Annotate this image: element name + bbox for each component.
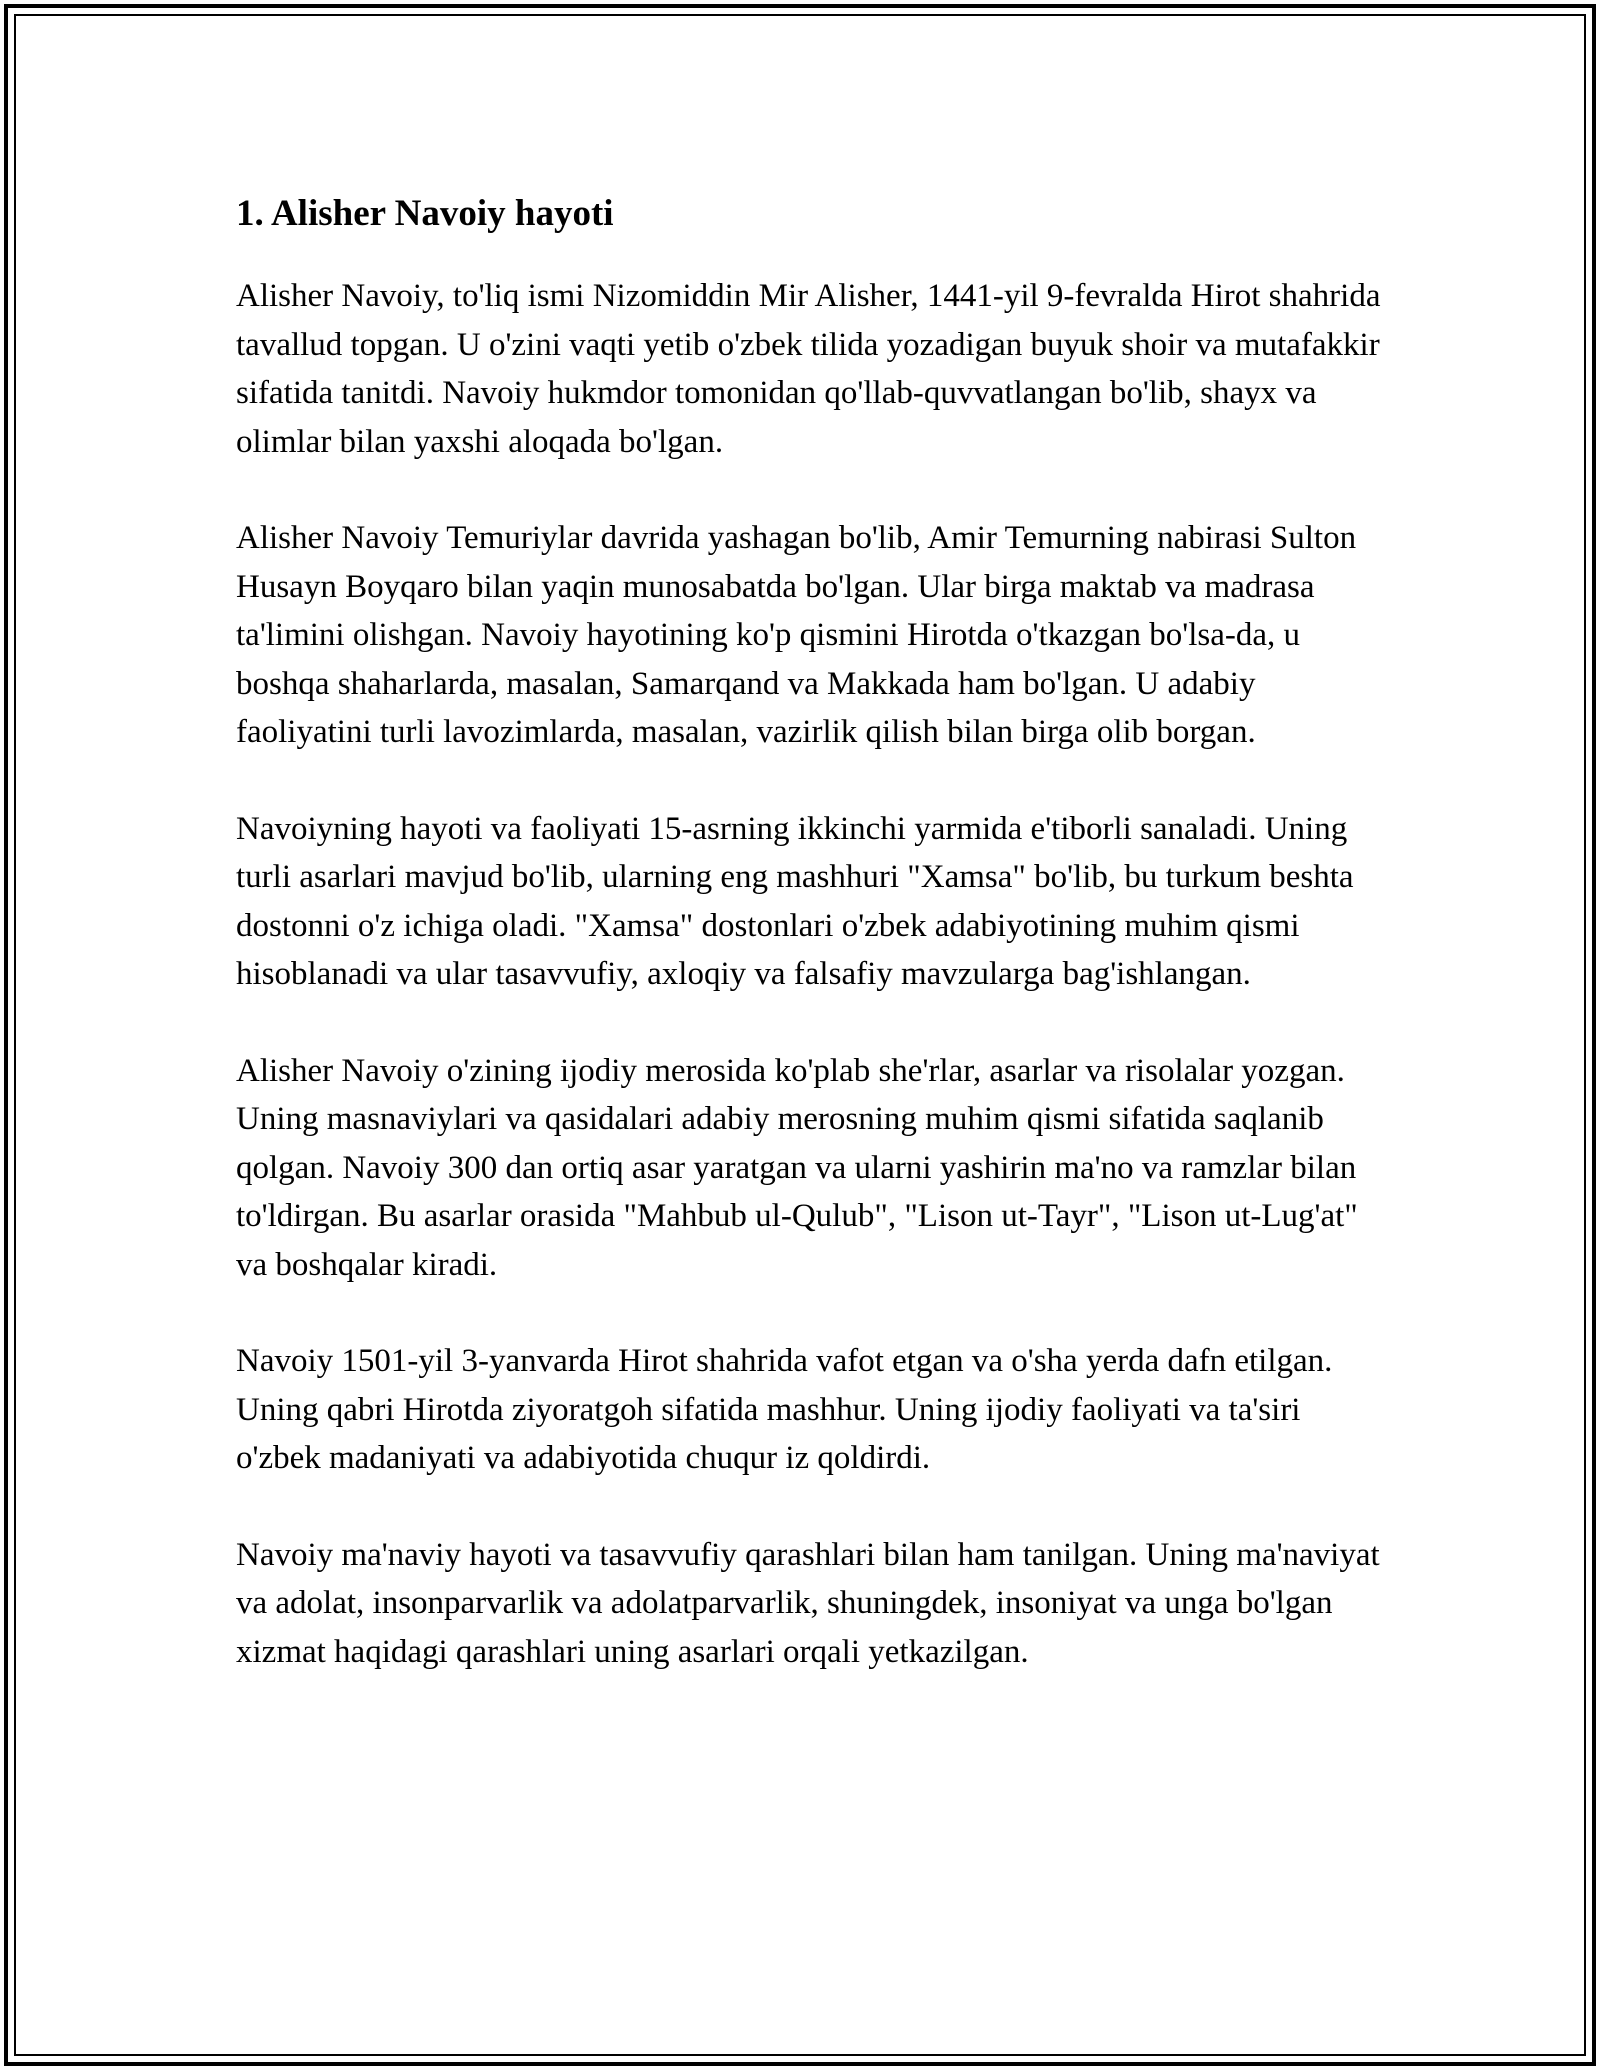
paragraph-spiritual-views: Navoiy ma'naviy hayoti va tasavvufiy qarashlari bilan ham tanilgan. Uning ma'naviyat va adolat, insonparvarlik va adolatparvarlik, shuningdek, insoniyat va unga bo'lgan xizmat haqidagi qarashlari uning asarlari orqali yetkazilgan. [236,1536,1380,1670]
paragraph-death: Navoiy 1501-yil 3-yanvarda Hirot shahrida vafot etgan va o'sha yerda dafn etilgan. Uning qabri Hirotda ziyoratgoh sifatida mashhur. Uning ijodiy faoliyati va ta'siri o'zbek madaniyati va adabiyotida chuqur iz qoldirdi. [236,1343,1333,1476]
section-title: 1. Alisher Navoiy hayoti [236,193,614,234]
paragraph-xamsa: Navoiyning hayoti va faoliyati 15-asrning ikkinchi yarmida e'tiborli sanaladi. Uning turli asarlari mavjud bo'lib, ularning eng mashhuri "Xamsa" bo'lib, bu turkum beshta dostonni o'z ichiga oladi. "Xamsa" dostonlari o'zbek adabiyotining muhim qismi hisoblanadi va ular tasavvufiy, axloqiy va falsafiy mavzularga bag'ishlangan. [236,810,1354,992]
paragraph-works: Alisher Navoiy o'zining ijodiy merosida ko'plab she'rlar, asarlar va risolalar yozgan. Uning masnaviylari va qasidalari adabiy merosning muhim qismi sifatida saqlanib qolgan. Navoiy 300 dan ortiq asar yaratgan va ularni yashirin ma'no va ramzlar bilan to'ldirgan. Bu asarlar orasida "Mahbub ul-Qulub", "Lison ut-Tayr", "Lison ut-Lug'at" va boshqalar kiradi. [236,1052,1358,1283]
paragraph-birth: Alisher Navoiy, to'liq ismi Nizomiddin Mir Alisher, 1441-yil 9-fevralda Hirot shahrida tavallud topgan. U o'zini vaqti yetib o'zbek tilida yozadigan buyuk shoir va mutafakkir sifatida tanitdi. Navoiy hukmdor tomonidan qo'llab-quvvatlangan bo'lib, shayx va olimlar bilan yaxshi aloqada bo'lgan. [236,278,1381,460]
paragraph-timurid-era: Alisher Navoiy Temuriylar davrida yashagan bo'lib, Amir Temurning nabirasi Sulton Husayn Boyqaro bilan yaqin munosabatda bo'lgan. Ular birga maktab va madrasa ta'limini olishgan. Navoiy hayotining ko'p qismini Hirotda o'tkazgan bo'lsa-da, u boshqa shaharlarda, masalan, Samarqand va Makkada ham bo'lgan. U adabiy faoliyatini turli lavozimlarda, masalan, vazirlik qilish bilan birga olib borgan. [236,520,1357,750]
document-body [236,186,1386,1724]
